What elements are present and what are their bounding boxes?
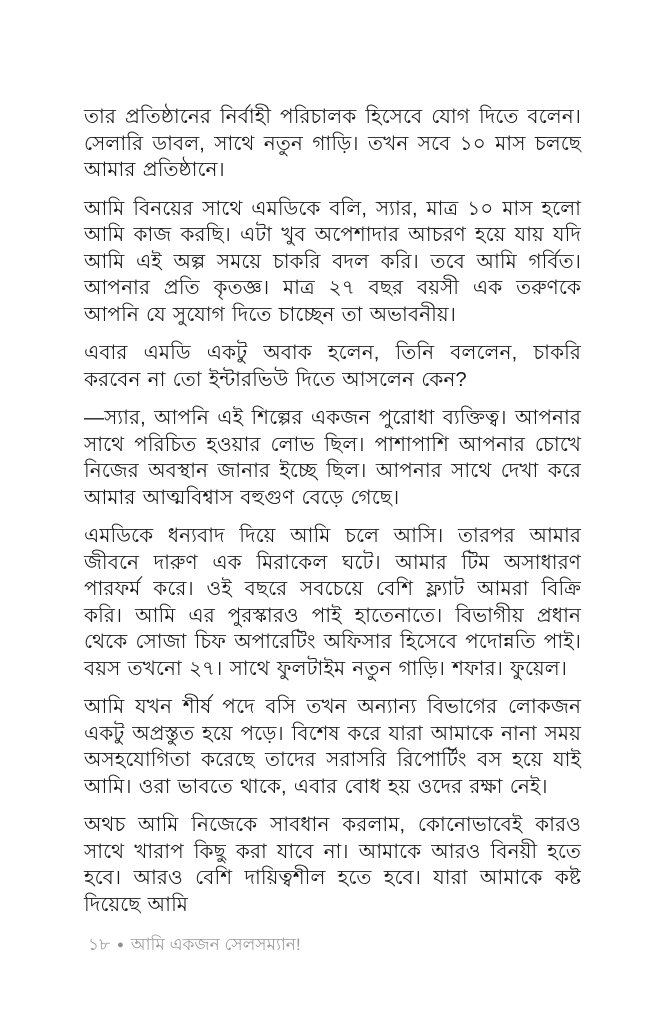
- page-footer: [88, 934, 301, 956]
- body-paragraph: আমি যখন শীর্ষ পদে বসি তখন অন্যান্য বিভাগের লোকজন একটু অপ্রস্তুত হয়ে পড়ে। বিশেষ করে যারা আমাকে নানা সময় অসহযোগিতা করেছে তাদের সরাসরি রিপোর্টিং বস হয়ে যাই আমি। ওরা ভাবতে থাকে, এবার বোধ হয় ওদের রক্ষা নেই।: [84, 696, 581, 798]
- body-paragraph: অথচ আমি নিজেকে সাবধান করলাম, কোনোভাবেই কারও সাথে খারাপ কিছু করা যাবে না। আমাকে আরও বিনয়ী হতে হবে। আরও বেশি দায়িত্বশীল হতে হবে। যারা আমাকে কষ্ট দিয়েছে আমি: [84, 814, 581, 916]
- body-paragraph: তার প্রতিষ্ঠানের নির্বাহী পরিচালক হিসেবে যোগ দিতে বলেন। সেলারি ডাবল, সাথে নতুন গাড়ি। তখন সবে ১০ মাস চলছে আমার প্রতিষ্ঠানে।: [84, 106, 581, 181]
- body-paragraph: এমডিকে ধন্যবাদ দিয়ে আমি চলে আসি। তারপর আমার জীবনে দারুণ এক মিরাকেল ঘটে। আমার টিম অসাধারণ পারফর্ম করে। ওই বছরে সবচেয়ে বেশি ফ্ল্যাট আমরা বিক্রি করি। আমি এর পুরস্কারও পাই হাতেনাতে। বিভাগীয় প্রধান থেকে সোজা চিফ অপারেটিং অফিসার হিসেবে পদোন্নতি পাই। বয়স তখনো ২৭। সাথে ফুলটাইম নতুন গাড়ি। শফার। ফুয়েল।: [84, 525, 581, 680]
- page-number: ১৮: [88, 935, 111, 954]
- book-title: আমি একজন সেলসম্যান!: [130, 935, 301, 954]
- body-paragraph: —স্যার, আপনি এই শিল্পের একজন পুরোধা ব্যক্তিত্ব। আপনার সাথে পরিচিত হওয়ার লোভ ছিল। পাশাপাশি আপনার চোখে নিজের অবস্থান জানার ইচ্ছে ছিল। আপনার সাথে দেখা করে আমার আত্মবিশ্বাস বহুগুণ বেড়ে গেছে।: [84, 407, 581, 509]
- body-paragraph: আমি বিনয়ের সাথে এমডিকে বলি, স্যার, মাত্র ১০ মাস হলো আমি কাজ করছি। এটা খুব অপেশাদার আচরণ হয়ে যায় যদি আমি এই অল্প সময়ে চাকরি বদল করি। তবে আমি গর্বিত। আপনার প্রতি কৃতজ্ঞ। মাত্র ২৭ বছর বয়সী এক তরুণকে আপনি যে সুযোগ দিতে চাচ্ছেন তা অভাবনীয়।: [84, 197, 581, 326]
- body-text-block: [84, 104, 581, 930]
- body-paragraph: এবার এমডি একটু অবাক হলেন, তিনি বললেন, চাকরি করবেন না তো ইন্টারভিউ দিতে আসলেন কেন?: [84, 342, 581, 391]
- bullet-separator-icon: ●: [117, 939, 124, 951]
